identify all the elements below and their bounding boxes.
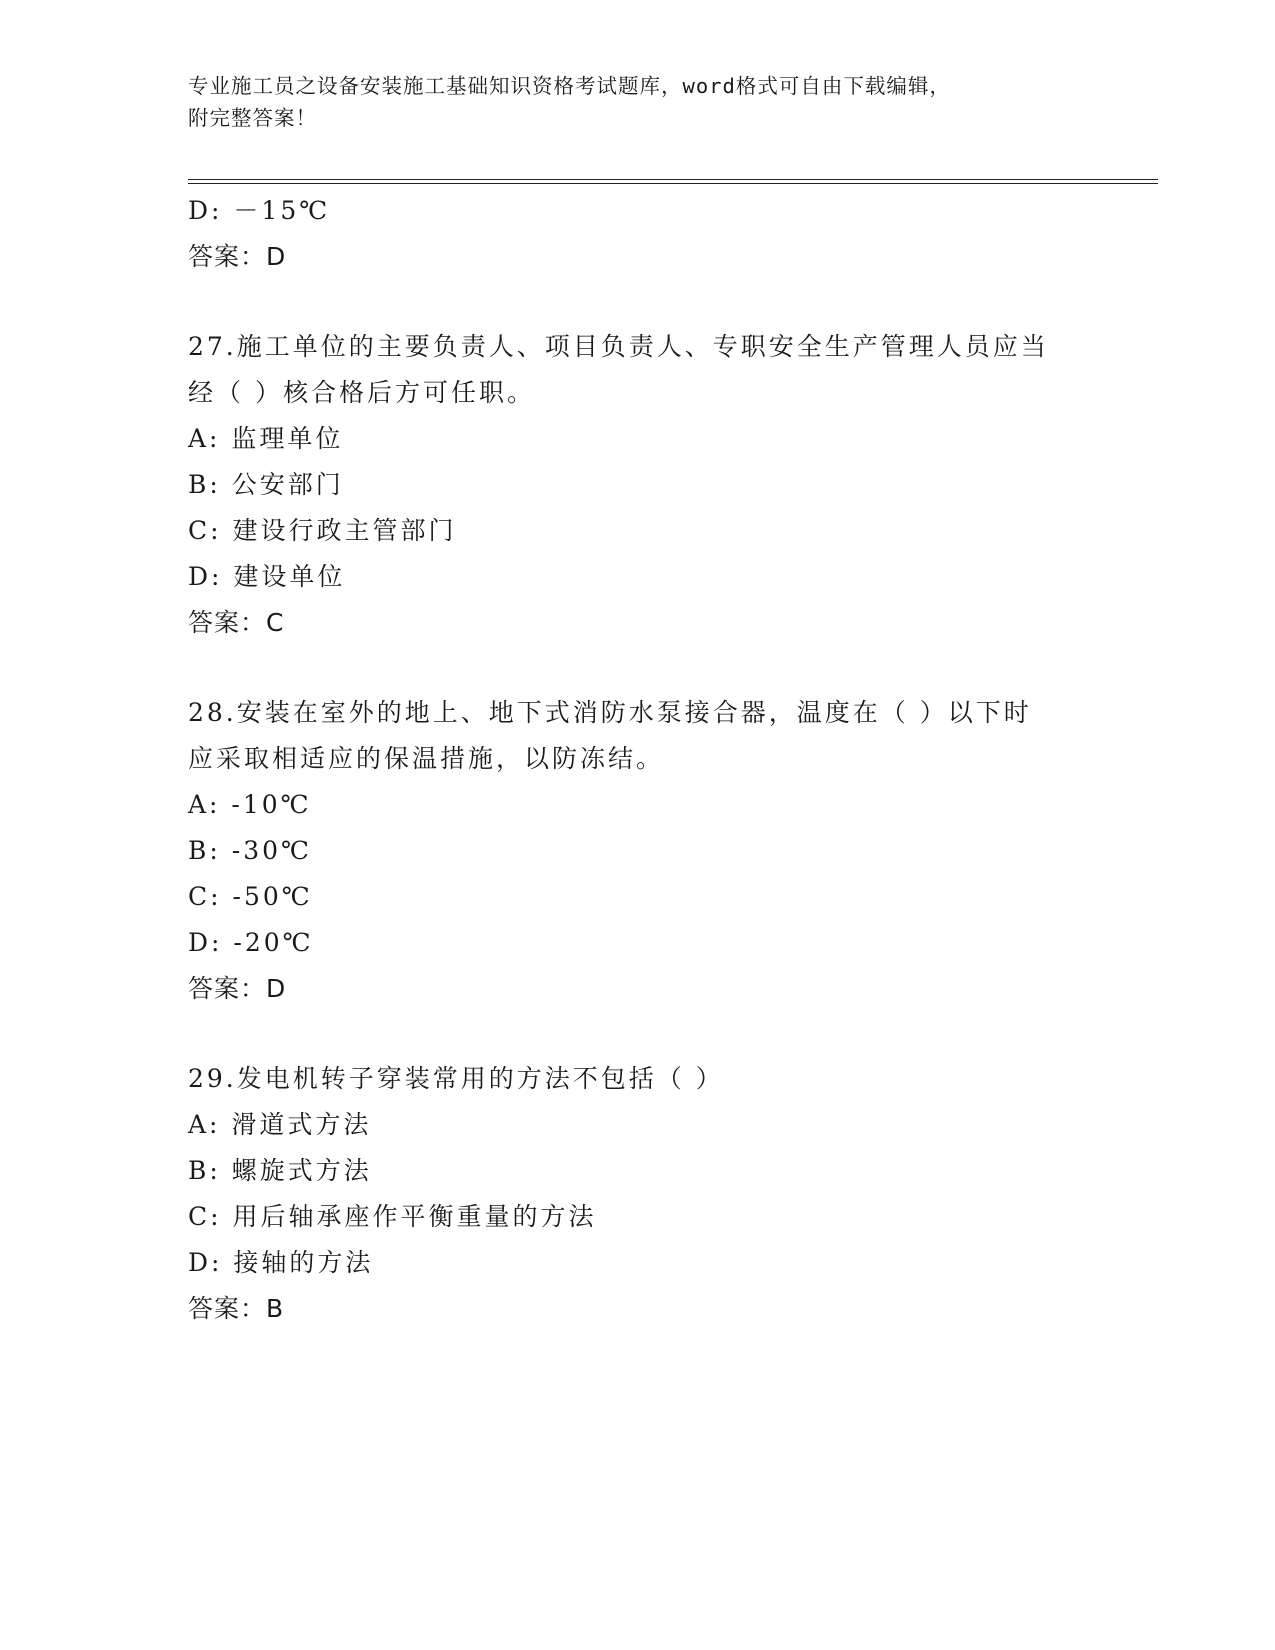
spacer [188, 280, 1088, 324]
answer-line: 答案：B [188, 1294, 285, 1323]
spacer [188, 1012, 1088, 1056]
question-27 [188, 324, 1088, 646]
answer-line: 答案：D [188, 242, 287, 271]
option-d: D: 接轴的方法 [188, 1248, 374, 1277]
option-b: B: 公安部门 [188, 470, 344, 499]
option-d: D: 建设单位 [188, 562, 346, 591]
option-a: A: 滑道式方法 [188, 1110, 372, 1139]
option-c: C: -50℃ [188, 882, 313, 911]
question-29 [188, 1056, 1088, 1332]
option-d: D: -20℃ [188, 928, 314, 957]
option-c: C: 用后轴承座作平衡重量的方法 [188, 1202, 597, 1231]
answer-line: 答案：D [188, 974, 287, 1003]
question-text-continued: 应采取相适应的保温措施，以防冻结。 [188, 744, 665, 773]
answer-line: 答案：C [188, 608, 285, 637]
previous-question-tail [188, 188, 1088, 280]
option-c: C: 建设行政主管部门 [188, 516, 457, 545]
question-text: 29.发电机转子穿装常用的方法不包括（ ） [188, 1064, 724, 1093]
header-line-2: 附完整答案！ [188, 106, 317, 130]
header-line-1: 专业施工员之设备安装施工基础知识资格考试题库，word格式可自由下载编辑， [188, 74, 951, 98]
option-a: A: -10℃ [188, 790, 312, 819]
question-text: 27.施工单位的主要负责人、项目负责人、专职安全生产管理人员应当 [188, 332, 1049, 361]
question-text: 28.安装在室外的地上、地下式消防水泵接合器，温度在（ ）以下时 [188, 698, 1032, 727]
option-a: A: 监理单位 [188, 424, 344, 453]
spacer [188, 646, 1088, 690]
question-28 [188, 690, 1088, 1012]
header-divider-bottom [188, 183, 1158, 184]
document-header [188, 70, 1088, 134]
option-b: B: -30℃ [188, 836, 312, 865]
document-body [188, 188, 1088, 1332]
option-b: B: 螺旋式方法 [188, 1156, 372, 1185]
header-divider-top [188, 179, 1158, 180]
option-d: D: －15℃ [188, 196, 331, 225]
question-text-continued: 经（ ）核合格后方可任职。 [188, 378, 535, 407]
